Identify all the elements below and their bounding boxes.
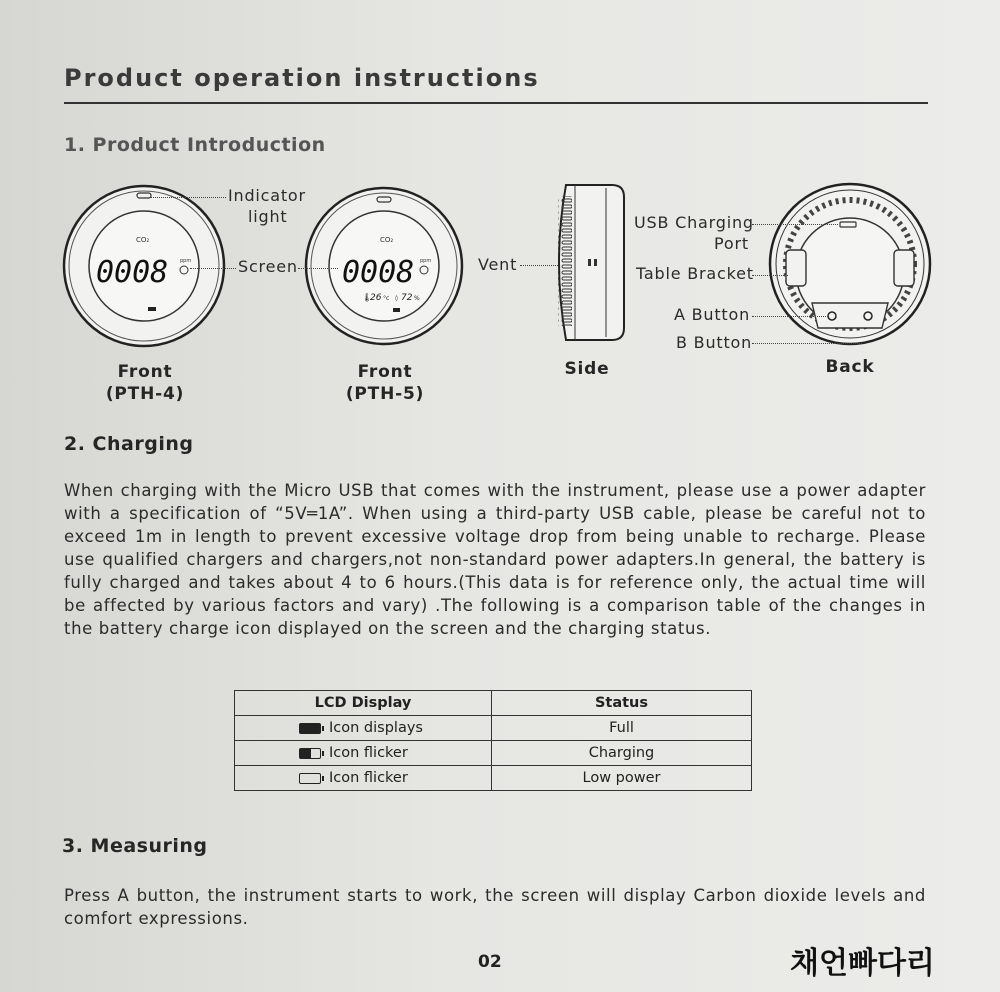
battery-status-table bbox=[234, 690, 752, 791]
back-device bbox=[770, 184, 930, 344]
indicator-label-1: Indicator bbox=[228, 186, 306, 205]
table-header-lcd: LCD Display bbox=[235, 691, 492, 716]
display-text: Icon flicker bbox=[329, 770, 408, 786]
front5-reading: 0008 bbox=[342, 255, 415, 290]
b-button-leader bbox=[752, 343, 862, 344]
vent-grille bbox=[558, 196, 572, 326]
table-cell-status: Charging bbox=[492, 741, 752, 766]
front-pth5-device bbox=[306, 188, 462, 344]
back-title: Back bbox=[825, 357, 875, 377]
front5-hum: 72 bbox=[401, 293, 413, 303]
battery-icon bbox=[148, 307, 156, 311]
vent-label: Vent bbox=[478, 255, 518, 274]
a-button-label: A Button bbox=[674, 305, 751, 324]
table-row bbox=[235, 741, 752, 766]
battery-icon bbox=[393, 308, 400, 312]
charging-paragraph: When charging with the Micro USB that comes with the instrument, please use a power adapter with a specification of “5V═⁠1A”. When using a third-party USB cable, please be careful not to exceed 1m in length to prevent excessive voltage drop from being unable to recharge. Please use qualified chargers and chargers,not non-standard power adapters.In general, the battery is fully charged and takes about 4 to 6 hours.(This data is for reference only, the actual time will be affected by various factors and vary) .The following is a comparison table of the changes in the battery charge icon displayed on the screen and the charging status. bbox=[64, 481, 926, 638]
screen-label: Screen bbox=[238, 257, 298, 276]
front4-model: (PTH-4) bbox=[105, 384, 185, 404]
front4-caption bbox=[100, 361, 190, 405]
table-cell-display bbox=[235, 716, 492, 741]
display-text: Icon displays bbox=[329, 720, 423, 736]
page-title: Product operation instructions bbox=[64, 64, 540, 92]
front5-title: Front bbox=[357, 362, 413, 382]
indicator-label-2: light bbox=[248, 207, 288, 226]
table-header-status: Status bbox=[492, 691, 752, 716]
usb-leader bbox=[752, 224, 838, 225]
battery-half-icon bbox=[299, 748, 321, 759]
table-cell-status: Low power bbox=[492, 766, 752, 791]
watermark: 채언빠다리 bbox=[790, 946, 935, 981]
vent-leader bbox=[520, 265, 558, 266]
front5-caption bbox=[340, 361, 430, 405]
battery-empty-icon bbox=[299, 773, 321, 784]
section-measuring-title: 3. Measuring bbox=[62, 835, 208, 857]
front-pth4-device bbox=[64, 186, 224, 346]
indicator-leader bbox=[150, 197, 226, 198]
display-text: Icon flicker bbox=[329, 745, 408, 761]
bracket-label: Table Bracket bbox=[636, 264, 754, 283]
thermometer-icon: 🌡 bbox=[362, 293, 373, 302]
measuring-paragraph: Press A button, the instrument starts to work, the screen will display Carbon dioxide levels and comfort expressions. bbox=[64, 886, 926, 928]
front5-unit: ppm bbox=[420, 258, 432, 264]
front4-unit: ppm bbox=[180, 258, 192, 264]
section-intro-title: 1. Product Introduction bbox=[64, 134, 326, 156]
b-button-label: B Button bbox=[676, 333, 753, 352]
table-header-row bbox=[235, 691, 752, 716]
front5-model: (PTH-5) bbox=[345, 384, 425, 404]
front5-temp: 26 bbox=[370, 293, 382, 303]
front5-hum-unit: % bbox=[414, 295, 420, 302]
a-button-leader bbox=[752, 316, 828, 317]
usb-label-2: Port bbox=[714, 234, 749, 253]
title-rule bbox=[64, 102, 928, 104]
bracket-leader bbox=[752, 275, 788, 276]
screen-leader-right bbox=[298, 268, 338, 269]
table-row bbox=[235, 716, 752, 741]
table-cell-display bbox=[235, 766, 492, 791]
side-title: Side bbox=[564, 359, 610, 379]
battery-full-icon bbox=[299, 723, 321, 734]
front5-temp-unit: °c bbox=[383, 295, 390, 302]
table-cell-display bbox=[235, 741, 492, 766]
usb-label-1: USB Charging bbox=[634, 213, 754, 232]
side-device bbox=[558, 185, 624, 340]
table-cell-status: Full bbox=[492, 716, 752, 741]
front4-reading: 0008 bbox=[96, 255, 169, 290]
page-number: 02 bbox=[478, 952, 502, 972]
table-row bbox=[235, 766, 752, 791]
droplet-icon: ◊ bbox=[395, 295, 398, 302]
section-charging-title: 2. Charging bbox=[64, 433, 194, 455]
front4-co2-label: CO₂ bbox=[136, 236, 150, 244]
front4-title: Front bbox=[117, 362, 173, 382]
front5-co2-label: CO₂ bbox=[380, 236, 394, 244]
screen-leader-left bbox=[190, 268, 236, 269]
